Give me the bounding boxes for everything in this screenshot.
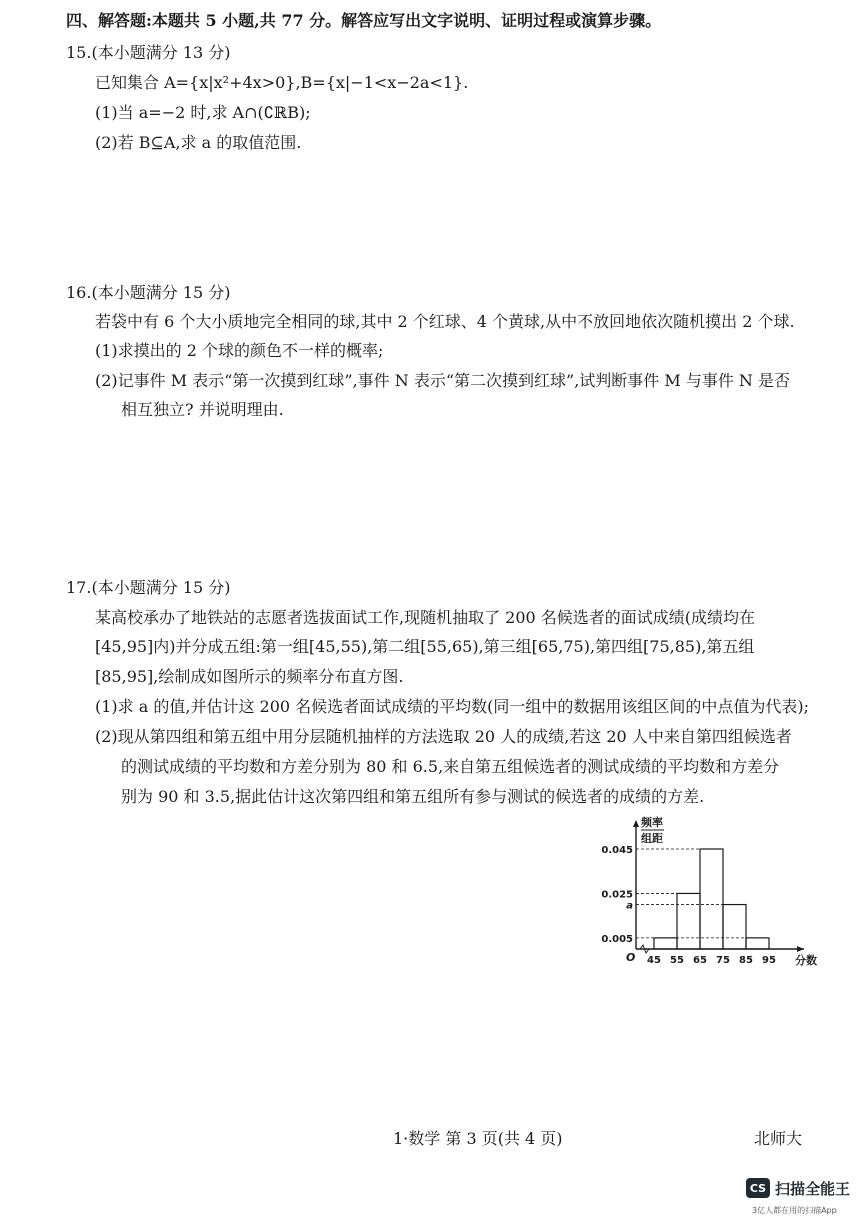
- camscanner-name: 扫描全能王: [775, 1180, 851, 1198]
- origin-label: O: [626, 951, 636, 964]
- q17-stem-line2: [45,95]内)并分成五组:第一组[45,55),第二组[55,65),第三组[65,75),第四组[75,85),第五组: [95, 637, 755, 656]
- histogram-bar: [654, 938, 677, 949]
- q16-part2-line1: (2)记事件 M 表示“第一次摸到红球”,事件 N 表示“第二次摸到红球”,试判断事件 M 与事件 N 是否: [95, 371, 791, 390]
- page-footer-right: 北师大: [754, 1129, 803, 1148]
- x-axis-arrow-icon: [797, 946, 804, 952]
- histogram-bar: [700, 849, 723, 949]
- x-tick-label: 45: [647, 955, 661, 966]
- q15-stem: 已知集合 A={x|x²+4x>0},B={x|−1<x−2a<1}.: [95, 73, 469, 92]
- x-axis-label: 分数: [795, 954, 817, 967]
- x-tick-label: 85: [739, 955, 753, 966]
- camscanner-logo-icon: CS: [746, 1178, 770, 1198]
- q16-part2-line2: 相互独立? 并说明理由.: [121, 400, 284, 419]
- q16-part1: (1)求摸出的 2 个球的颜色不一样的概率;: [95, 341, 384, 360]
- histogram-bar: [723, 905, 746, 949]
- histogram-bar: [746, 938, 769, 949]
- histogram-bar: [677, 893, 700, 949]
- y-axis-arrow-icon: [633, 820, 639, 827]
- page-footer-center: 1·数学 第 3 页(共 4 页): [393, 1129, 563, 1148]
- y-axis-label-denominator: 组距: [641, 832, 663, 845]
- y-axis-label-numerator: 频率: [641, 816, 663, 829]
- y-tick-label: 0.005: [601, 933, 633, 945]
- q17-part1: (1)求 a 的值,并估计这 200 名候选者面试成绩的平均数(同一组中的数据用该组区间的中点值为代表);: [95, 697, 810, 716]
- q15-header: 15.(本小题满分 13 分): [66, 43, 231, 62]
- x-tick-label: 65: [693, 955, 707, 966]
- y-tick-label: a: [626, 900, 633, 912]
- x-tick-label: 95: [762, 955, 776, 966]
- q15-part2: (2)若 B⊆A,求 a 的取值范围.: [95, 133, 302, 152]
- q17-stem-line3: [85,95],绘制成如图所示的频率分布直方图.: [95, 667, 404, 686]
- section-heading: 四、解答题:本题共 5 小题,共 77 分。解答应写出文字说明、证明过程或演算步骤。: [66, 11, 662, 30]
- q17-part2-line3: 别为 90 和 3.5,据此估计这次第四组和第五组所有参与测试的候选者的成绩的方差.: [121, 787, 705, 806]
- x-tick-label: 75: [716, 955, 730, 966]
- frequency-histogram: [592, 812, 817, 977]
- x-tick-label: 55: [670, 955, 684, 966]
- q17-part2-line1: (2)现从第四组和第五组中用分层随机抽样的方法选取 20 人的成绩,若这 20 人中来自第四组候选者: [95, 727, 792, 746]
- y-tick-label: 0.025: [601, 889, 633, 901]
- q15-part1: (1)当 a=−2 时,求 A∩(∁ℝB);: [95, 103, 311, 122]
- q17-part2-line2: 的测试成绩的平均数和方差分别为 80 和 6.5,来自第五组候选者的测试成绩的平均数和方差分: [121, 757, 780, 776]
- q16-header: 16.(本小题满分 15 分): [66, 283, 231, 302]
- q17-header: 17.(本小题满分 15 分): [66, 578, 231, 597]
- y-tick-label: 0.045: [601, 845, 633, 856]
- camscanner-tagline: 3亿人都在用的扫描App: [752, 1206, 837, 1215]
- q16-stem: 若袋中有 6 个大小质地完全相同的球,其中 2 个红球、4 个黄球,从中不放回地依次随机摸出 2 个球.: [95, 312, 795, 331]
- q17-stem-line1: 某高校承办了地铁站的志愿者选拔面试工作,现随机抽取了 200 名候选者的面试成绩(成绩均在: [95, 608, 756, 627]
